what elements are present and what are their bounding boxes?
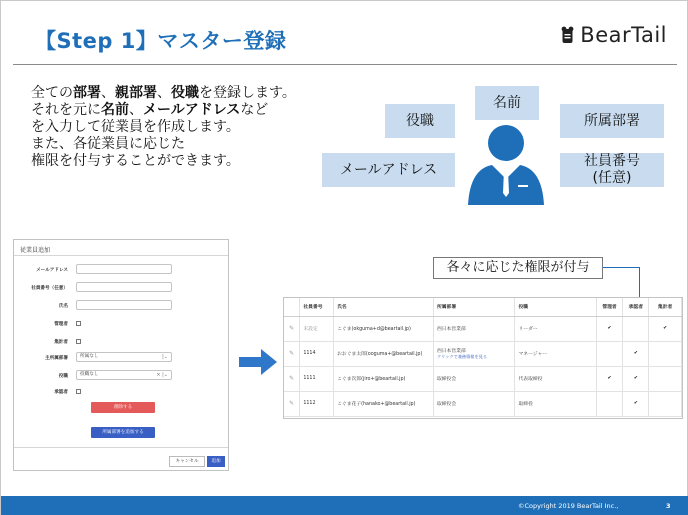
employee-no-cell: 1112 <box>300 391 334 416</box>
position-label: 役職 <box>58 374 68 379</box>
manager-label: 管理者 <box>54 322 68 327</box>
edit-pencil-icon[interactable]: ✎ <box>284 316 300 341</box>
employee-no-label: 社員番号（任意） <box>31 286 68 291</box>
delete-button[interactable]: 削除する <box>91 402 155 413</box>
accountant-cell <box>649 341 682 366</box>
position-cell: 代表取締役 <box>515 366 596 391</box>
employee-table-panel <box>283 297 683 419</box>
employee-no-label: 社員番号 <box>584 153 640 169</box>
footer-bar <box>1 496 688 515</box>
employee-name-cell: こぐま次郎(jiro+@beartail.jp) <box>334 366 434 391</box>
column-header[interactable]: 役職 <box>515 298 596 316</box>
form-footer-divider <box>14 447 228 448</box>
position-select[interactable] <box>76 370 172 380</box>
manager-cell <box>596 391 623 416</box>
employee-no-cell: 未設定 <box>300 316 334 341</box>
department-cell: 西日本営業部 <box>433 316 515 341</box>
intro-text-segment: を登録します。 <box>199 85 296 101</box>
department-label: 主所属部署 <box>45 356 68 361</box>
position-cell: マネージャー <box>515 341 596 366</box>
intro-line <box>31 85 331 102</box>
cancel-button[interactable]: キャンセル <box>169 456 205 467</box>
accountant-checkbox[interactable] <box>76 339 81 344</box>
clear-chevron-icon: × |⌄ <box>156 372 168 378</box>
intro-keyword: 名前 <box>101 102 129 118</box>
employee-name-cell: おおぐま太郎(ooguma+@beartail.jp) <box>334 341 434 366</box>
beartail-logo <box>561 23 667 47</box>
intro-text-segment: それを元に <box>31 102 101 118</box>
field-employee-no-box <box>560 153 664 187</box>
manager-cell: ✔ <box>596 366 623 391</box>
employee-name-cell: こぐま花子(hanako+@beartail.jp) <box>334 391 434 416</box>
department-select-value: 所属なし <box>80 354 99 359</box>
column-header[interactable]: 氏名 <box>334 298 434 316</box>
concurrent-info-link[interactable]: クリックで兼務情報を見る <box>436 354 488 359</box>
edit-pencil-icon[interactable]: ✎ <box>284 391 300 416</box>
employee-name-cell: こぐま(okguma+d@beartail.jp) <box>334 316 434 341</box>
page-number: 3 <box>666 502 671 510</box>
intro-text-segment: 全ての <box>31 85 73 101</box>
email-label: メールアドレス <box>36 268 68 273</box>
department-select[interactable] <box>76 352 172 362</box>
approver-cell: ✔ <box>623 391 649 416</box>
table-row[interactable] <box>284 391 682 416</box>
intro-text-segment: 、 <box>101 85 115 101</box>
accountant-cell <box>649 366 682 391</box>
accountant-cell: ✔ <box>649 316 682 341</box>
column-header[interactable]: 管理者 <box>596 298 623 316</box>
employee-no-input[interactable] <box>76 282 172 292</box>
field-department-box: 所属部署 <box>560 104 664 138</box>
manager-cell: ✔ <box>596 316 623 341</box>
approver-label: 承認者 <box>54 390 68 395</box>
bear-icon <box>561 26 574 44</box>
department-cell <box>433 341 515 366</box>
callout-connector <box>603 267 639 268</box>
column-header[interactable]: 集計者 <box>649 298 682 316</box>
form-title: 従業員追加 <box>20 247 51 254</box>
approver-cell <box>623 316 649 341</box>
intro-line <box>31 102 331 119</box>
chevron-down-icon: |⌄ <box>162 354 168 360</box>
edit-pencil-icon[interactable]: ✎ <box>284 341 300 366</box>
add-department-button[interactable]: 所属部署を追加する <box>91 427 155 438</box>
intro-text-segment: 、 <box>157 85 171 101</box>
employee-no-cell: 1114 <box>300 341 334 366</box>
accountant-label: 集計者 <box>54 340 68 345</box>
column-header <box>284 298 300 316</box>
approver-cell: ✔ <box>623 366 649 391</box>
position-cell: リーダー <box>515 316 596 341</box>
edit-pencil-icon[interactable]: ✎ <box>284 366 300 391</box>
approver-checkbox[interactable] <box>76 389 81 394</box>
arrow-right-icon <box>239 349 277 375</box>
department-cell: 取締役会 <box>433 391 515 416</box>
accountant-cell <box>649 391 682 416</box>
table-header-row <box>284 298 682 316</box>
column-header[interactable]: 社員番号 <box>300 298 334 316</box>
optional-label: (任意) <box>592 170 632 186</box>
permission-callout: 各々に応じた権限が付与 <box>433 257 603 279</box>
intro-text <box>31 85 331 170</box>
intro-text-segment: 、 <box>129 102 143 118</box>
intro-keyword: 親部署 <box>115 85 157 101</box>
intro-text-segment: など <box>240 102 269 118</box>
name-input[interactable] <box>76 300 172 310</box>
submit-add-button[interactable]: 追加 <box>207 456 225 467</box>
department-cell: 取締役会 <box>433 366 515 391</box>
employee-table <box>284 298 682 417</box>
manager-checkbox[interactable] <box>76 321 81 326</box>
field-position-box: 役職 <box>385 104 455 138</box>
approver-cell: ✔ <box>623 341 649 366</box>
email-input[interactable] <box>76 264 172 274</box>
slide-title: 【Step 1】マスター登録 <box>35 29 287 53</box>
intro-line: 権限を付与することができます。 <box>31 153 240 169</box>
title-divider <box>13 64 677 65</box>
column-header[interactable]: 承認者 <box>623 298 649 316</box>
logo-text: BearTail <box>580 23 667 47</box>
position-cell: 取締役 <box>515 391 596 416</box>
table-row[interactable] <box>284 366 682 391</box>
intro-line: を入力して従業員を作成します。 <box>31 119 240 135</box>
intro-keyword: 部署 <box>73 85 101 101</box>
form-divider <box>14 255 228 256</box>
employee-no-cell: 1111 <box>300 366 334 391</box>
field-email-box: メールアドレス <box>322 153 455 187</box>
department-name: 西日本営業部 <box>436 349 466 354</box>
employee-add-form <box>13 239 229 471</box>
position-select-value: 役職なし <box>80 372 99 377</box>
intro-line: また、各従業員に応じた <box>31 136 185 152</box>
copyright-text: ©Copyright 2019 BearTail Inc., <box>518 502 619 510</box>
table-row[interactable] <box>284 316 682 341</box>
intro-keyword: メールアドレス <box>143 102 241 118</box>
manager-cell <box>596 341 623 366</box>
employee-person-icon <box>466 123 546 205</box>
intro-keyword: 役職 <box>171 85 199 101</box>
name-label: 氏名 <box>58 304 68 309</box>
field-name-box: 名前 <box>475 86 539 120</box>
table-row[interactable] <box>284 341 682 366</box>
column-header[interactable]: 所属部署 <box>433 298 515 316</box>
